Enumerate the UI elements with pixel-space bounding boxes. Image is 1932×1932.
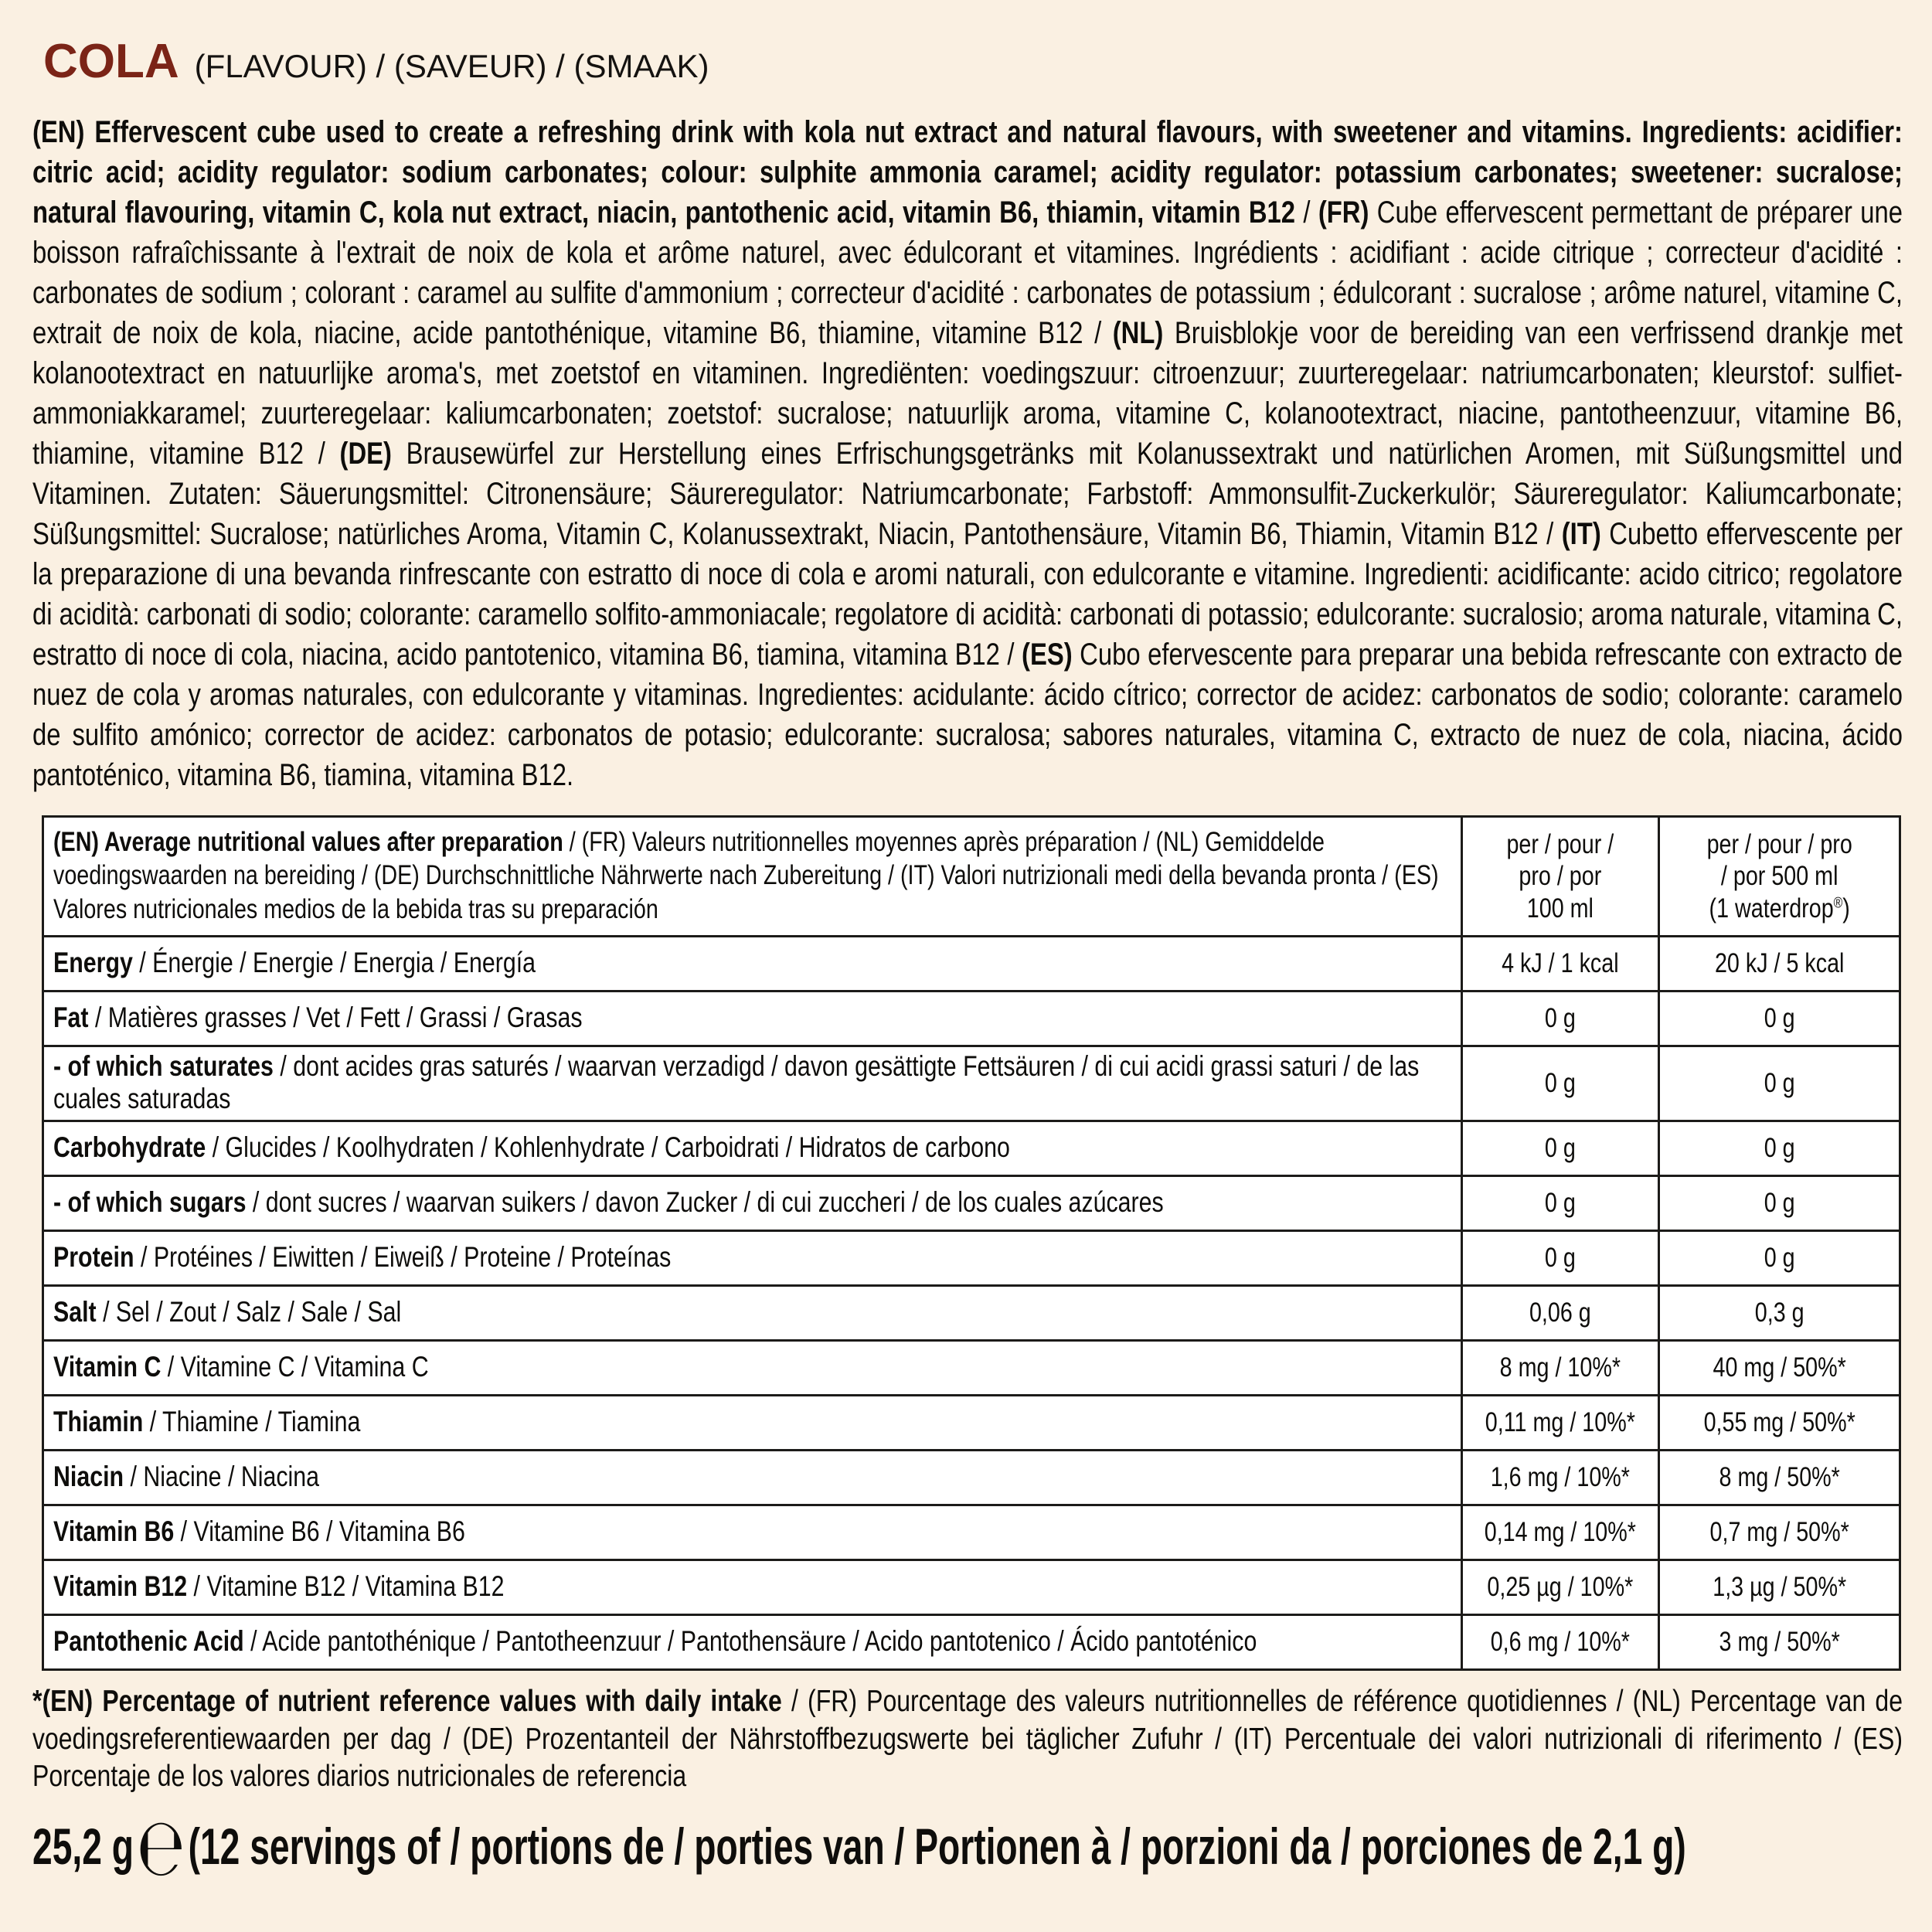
- value-per-100ml-text: 0 g: [1544, 1188, 1576, 1219]
- nutrient-name-translations: / Vitamine C / Vitamina C: [161, 1351, 429, 1383]
- value-per-500ml-text: 0 g: [1764, 1243, 1795, 1274]
- value-per-100ml-text: 0,11 mg / 10%*: [1485, 1407, 1635, 1438]
- text-segment: Bruisblokje voor de bereiding van een verfrissend drankje met kolanootextract en natuurlijke aroma's, met zoetstof en vitaminen. Ingrediënten: voedingszuur: citroenzuur; zuurteregelaar: natriumcarbonaten; kleurstof: sulfiet-ammoniakkaramel; zuurteregelaar: kaliumcarbonaten; zoetstof: sucralose; natuurlijk aroma, vitamine C, kolanootextract, niacine, pantotheenzuur, vitamine B6, thiamine, vitamine B12: [32, 316, 1903, 471]
- nutrient-name-en: Niacin: [53, 1461, 124, 1493]
- text-segment: / (FR) Pourcentage des valeurs nutritionnelles de référence quotidiennes / (NL) Percentage van de voedingsreferentiewaarden per dag / (DE) Prozentanteil der Nährstoffbezugswerte bei täglicher Zufuhr / (IT) Percentuale dei valori nutrizionali di riferimento / (ES) Porcentaje de los valores diarios nutricionales de referencia: [32, 1685, 1903, 1793]
- value-per-500ml-text: 8 mg / 50%*: [1719, 1462, 1840, 1493]
- nutrient-row: [43, 1396, 1900, 1451]
- text-segment: /: [1295, 196, 1318, 230]
- net-weight-line: [32, 1800, 1902, 1895]
- text-segment: /: [303, 437, 340, 471]
- value-per-100ml: [1461, 992, 1658, 1046]
- nutrient-name-en: Salt: [53, 1296, 97, 1328]
- text-segment: (EN) Effervescent cube used to create a refreshing drink with kola nut extract and natural flavours, with sweetener and vitamins. Ingredients: acidifier: citric acid; acidity regulator: sodium carbonates; colour: sulphite ammonia caramel; acidity regulator: potassium carbonates; sweetener: sucralose; natural flavouring, vitamin C, kola nut extract, niacin, pantothenic acid, vitamin B6, thiamin, vitamin B12: [32, 115, 1903, 230]
- nutrition-table: [42, 815, 1901, 1671]
- value-per-100ml: [1461, 1451, 1658, 1505]
- value-per-500ml: [1658, 1341, 1900, 1396]
- text-segment: (FR): [1318, 196, 1369, 230]
- value-per-100ml: [1461, 1341, 1658, 1396]
- value-per-500ml: [1658, 1615, 1900, 1670]
- nutrient-name-translations: / Sel / Zout / Salz / Sale / Sal: [96, 1296, 402, 1328]
- nutrient-row: [43, 1286, 1900, 1341]
- nutrient-name-translations: / Thiamine / Tiamina: [143, 1406, 361, 1438]
- value-per-500ml-text: 3 mg / 50%*: [1719, 1627, 1840, 1658]
- nutrient-name-translations: / Vitamine B12 / Vitamina B12: [187, 1570, 505, 1603]
- value-per-100ml-text: 0,06 g: [1529, 1298, 1591, 1328]
- nutrient-label-text: [53, 1461, 1454, 1493]
- value-per-100ml-text: 0 g: [1544, 1003, 1576, 1034]
- value-per-500ml: [1658, 1286, 1900, 1341]
- text-segment: (EN) Average nutritional values after preparation: [53, 827, 563, 857]
- value-per-100ml: [1461, 1176, 1658, 1231]
- nutrient-label-cell: [43, 1505, 1462, 1560]
- value-per-500ml: [1658, 937, 1900, 992]
- nutrient-label-cell: [43, 1286, 1462, 1341]
- value-per-500ml-text: 20 kJ / 5 kcal: [1714, 948, 1845, 979]
- nutrient-name-en: Carbohydrate: [53, 1131, 206, 1164]
- value-per-100ml: [1461, 1615, 1658, 1670]
- text-segment: Brausewürfel zur Herstellung eines Erfrischungsgetränks mit Kolanussextrakt und natürlichen Aromen, mit Süßungsmittel und Vitaminen. Zutaten: Säuerungsmittel: Citronensäure; Säureregulator: Natriumcarbonate; Farbstoff: Ammonsulfit-Zuckerkulör; Säureregulator: Kaliumcarbonate; Süßungsmittel: Sucralose; natürliches Aroma, Vitamin C, Kolanussextrakt, Niacin, Pantothensäure, Vitamin B6, Thiamin, Vitamin B12: [32, 437, 1903, 551]
- value-per-500ml-text: 0,7 mg / 50%*: [1709, 1517, 1849, 1548]
- nutrient-row: [43, 1505, 1900, 1560]
- nutrient-label-cell: [43, 1176, 1462, 1231]
- value-per-500ml-text: 1,3 µg / 50%*: [1712, 1572, 1846, 1603]
- header-per-100ml-cell: [1461, 817, 1658, 937]
- text-segment: (ES): [1022, 638, 1073, 672]
- nutrient-name-en: Vitamin C: [53, 1351, 162, 1383]
- nutrient-name-translations: / dont acides gras saturés / waarvan verzadigd / davon gesättigte Fettsäuren / di cui acidi grassi saturi / de las cuales saturadas: [53, 1050, 1420, 1115]
- nutrient-label-text: [53, 1002, 1454, 1034]
- nutrient-name-translations: / Protéines / Eiwitten / Eiweiß / Proteine / Proteínas: [134, 1241, 672, 1274]
- text-segment: /: [1538, 517, 1562, 551]
- value-per-100ml-text: 0 g: [1544, 1243, 1576, 1274]
- nutrient-label-cell: [43, 1451, 1462, 1505]
- value-per-500ml-text: 0 g: [1764, 1068, 1795, 1099]
- value-per-500ml-text: 0,3 g: [1754, 1298, 1804, 1328]
- value-per-500ml-text: 0 g: [1764, 1003, 1795, 1034]
- value-per-500ml: [1658, 1505, 1900, 1560]
- header-per-500ml-cell: [1658, 817, 1900, 937]
- text-segment: Cube effervescent permettant de préparer une boisson rafraîchissante à l'extrait de noix de kola et arôme naturel, avec édulcorant et vitamines. Ingrédients : acidifiant : acide citrique ; correcteur d'acidité : carbonates de sodium ; colorant : caramel au sulfite d'ammonium ; correcteur d'acidité : carbonates de potassium ; édulcorant : sucralose ; arôme naturel, vitamine C, extrait de noix de kola, niacine, acide pantothénique, vitamine B6, thiamine, vitamine B12: [32, 196, 1903, 350]
- text-segment: (IT): [1561, 517, 1601, 551]
- nutrient-label-cell: [43, 1121, 1462, 1176]
- nutrient-label-text: [53, 1186, 1454, 1219]
- nutrition-table-body: [43, 937, 1900, 1670]
- nutrient-name-en: Thiamin: [53, 1406, 144, 1438]
- value-per-500ml: [1658, 1046, 1900, 1121]
- value-per-100ml: [1461, 1396, 1658, 1451]
- servings-text: (12 servings of / portions de / porties van / Portionen à / porzioni da / porciones de 2,1 g): [188, 1818, 1686, 1876]
- nutrient-label-text: [53, 1131, 1454, 1164]
- nutrient-label-cell: [43, 1231, 1462, 1286]
- nutrient-row: [43, 1560, 1900, 1615]
- nrv-footnote: [32, 1683, 1903, 1795]
- estimated-sign-icon: ℮: [137, 1800, 185, 1895]
- nutrient-name-translations: / Énergie / Energie / Energia / Energía: [132, 947, 536, 979]
- header-per-500ml-text: per / pour / pro / por 500 ml (1 waterdrop®): [1706, 829, 1852, 923]
- value-per-100ml-text: 4 kJ / 1 kcal: [1501, 948, 1619, 979]
- nutrient-label-cell: [43, 1046, 1462, 1121]
- nutrient-row: [43, 1615, 1900, 1670]
- value-per-100ml: [1461, 1231, 1658, 1286]
- value-per-100ml: [1461, 1560, 1658, 1615]
- nutrient-name-en: - of which saturates: [53, 1050, 274, 1083]
- value-per-100ml: [1461, 937, 1658, 992]
- nutrient-label-text: [53, 1050, 1454, 1115]
- nutrient-label-cell: [43, 937, 1462, 992]
- nutrient-label-text: [53, 1241, 1454, 1274]
- nutrient-name-en: Energy: [53, 947, 133, 979]
- net-weight-amount: 25,2 g: [32, 1818, 134, 1876]
- value-per-100ml-text: 0,6 mg / 10%*: [1490, 1627, 1630, 1658]
- nutrient-label-text: [53, 1351, 1454, 1383]
- nutrient-name-en: Vitamin B6: [53, 1515, 175, 1548]
- value-per-500ml: [1658, 1231, 1900, 1286]
- text-segment: (NL): [1112, 316, 1164, 350]
- nutrient-name-en: Protein: [53, 1241, 134, 1274]
- header-nutritional-values-text: [53, 825, 1453, 926]
- nutrient-name-translations: / Glucides / Koolhydraten / Kohlenhydrate / Carboidrati / Hidratos de carbono: [206, 1131, 1010, 1164]
- nutrient-row: [43, 1121, 1900, 1176]
- value-per-100ml: [1461, 1046, 1658, 1121]
- table-header-row: [43, 817, 1900, 937]
- value-per-100ml-text: 0,14 mg / 10%*: [1484, 1517, 1636, 1548]
- value-per-500ml: [1658, 1451, 1900, 1505]
- text-segment: Cubo efervescente para preparar una bebida refrescante con extracto de nuez de cola y aromas naturales, con edulcorante y vitaminas. Ingredientes: acidulante: ácido cítrico; corrector de acidez: carbonatos de sodio; colorante: caramelo de sulfito amónico; corrector de acidez: carbonatos de potasio; edulcorante: sucralosa; sabores naturales, vitamina C, extracto de nuez de cola, niacina, ácido pantoténico, vitamina B6, tiamina, vitamina B12.: [32, 638, 1903, 792]
- nutrient-row: [43, 1046, 1900, 1121]
- nutrient-row: [43, 1231, 1900, 1286]
- ingredients-paragraph: [32, 112, 1903, 795]
- value-per-500ml-text: 0 g: [1764, 1188, 1795, 1219]
- nutrient-label-text: [53, 1296, 1454, 1328]
- nutrient-name-translations: / Niacine / Niacina: [124, 1461, 320, 1493]
- text-segment: / (FR) Valeurs nutritionnelles moyennes après préparation / (NL) Gemiddelde voedingswaarden na bereiding / (DE) Durchschnittliche Nährwerte nach Zubereitung / (IT) Valori nutrizionali medi della bevanda pronta / (ES) Valores nutricionales medios de la bebida tras su preparación: [53, 827, 1439, 924]
- text-segment: Cubetto effervescente per la preparazione di una bevanda rinfrescante con estratto di noce di cola e aromi naturali, con edulcorante e vitamine. Ingredienti: acidificante: acido citrico; regolatore di acidità: carbonati di sodio; colorante: caramello solfito-ammoniacale; regolatore di acidità: carbonati di potassio; edulcorante: sucralosio; aroma naturale, vitamina C, estratto di noce di cola, niacina, acido pantotenico, vitamina B6, tiamina, vitamina B12: [32, 517, 1903, 672]
- nutrient-label-text: [53, 947, 1454, 979]
- nutrient-label-cell: [43, 1615, 1462, 1670]
- nutrient-label-cell: [43, 1396, 1462, 1451]
- nutrient-row: [43, 992, 1900, 1046]
- flavour-qualifier: (FLAVOUR) / (SAVEUR) / (SMAAK): [194, 48, 709, 84]
- nutrient-row: [43, 937, 1900, 992]
- value-per-500ml: [1658, 1121, 1900, 1176]
- nutrient-row: [43, 1451, 1900, 1505]
- nutrient-label-text: [53, 1625, 1454, 1658]
- text-segment: (DE): [339, 437, 392, 471]
- nutrient-row: [43, 1341, 1900, 1396]
- header-per-100ml-text: per / pour / pro / por 100 ml: [1506, 829, 1614, 923]
- value-per-500ml: [1658, 1396, 1900, 1451]
- value-per-100ml-text: 8 mg / 10%*: [1499, 1352, 1621, 1383]
- value-per-100ml: [1461, 1286, 1658, 1341]
- header-nutritional-values-cell: [43, 817, 1462, 937]
- value-per-500ml: [1658, 1560, 1900, 1615]
- product-title-row: [43, 34, 1901, 89]
- value-per-100ml-text: 0 g: [1544, 1068, 1576, 1099]
- nutrient-name-translations: / Matières grasses / Vet / Fett / Grassi / Grasas: [88, 1002, 583, 1034]
- nutrient-name-translations: / Vitamine B6 / Vitamina B6: [174, 1515, 465, 1548]
- value-per-100ml: [1461, 1505, 1658, 1560]
- nutrient-label-text: [53, 1570, 1454, 1603]
- value-per-500ml-text: 0 g: [1764, 1133, 1795, 1164]
- nutrient-name-en: Vitamin B12: [53, 1570, 188, 1603]
- value-per-500ml-text: 40 mg / 50%*: [1713, 1352, 1846, 1383]
- value-per-100ml-text: 0 g: [1544, 1133, 1576, 1164]
- value-per-100ml: [1461, 1121, 1658, 1176]
- nutrient-name-en: - of which sugars: [53, 1186, 247, 1219]
- nutrient-row: [43, 1176, 1900, 1231]
- value-per-100ml-text: 1,6 mg / 10%*: [1490, 1462, 1630, 1493]
- nutrient-name-en: Fat: [53, 1002, 89, 1034]
- registered-trademark-icon: ®: [1833, 895, 1842, 912]
- nutrient-label-cell: [43, 1560, 1462, 1615]
- nutrient-name-en: Pantothenic Acid: [53, 1625, 244, 1658]
- nutrient-label-cell: [43, 1341, 1462, 1396]
- text-segment: /: [1083, 316, 1113, 350]
- value-per-500ml: [1658, 1176, 1900, 1231]
- nutrient-name-translations: / Acide pantothénique / Pantotheenzuur / Pantothensäure / Acido pantotenico / Ácido pantoténico: [243, 1625, 1257, 1658]
- nutrient-name-translations: / dont sucres / waarvan suikers / davon Zucker / di cui zuccheri / de los cuales azúcares: [246, 1186, 1164, 1219]
- text-segment: /: [999, 638, 1022, 672]
- nutrient-label-text: [53, 1515, 1454, 1548]
- nutrient-label-text: [53, 1406, 1454, 1438]
- value-per-100ml-text: 0,25 µg / 10%*: [1487, 1572, 1634, 1603]
- product-flavour-title: COLA: [43, 35, 179, 88]
- value-per-500ml-text: 0,55 mg / 50%*: [1703, 1407, 1855, 1438]
- nutrient-label-cell: [43, 992, 1462, 1046]
- text-segment: *(EN) Percentage of nutrient reference values with daily intake: [32, 1685, 782, 1719]
- value-per-500ml: [1658, 992, 1900, 1046]
